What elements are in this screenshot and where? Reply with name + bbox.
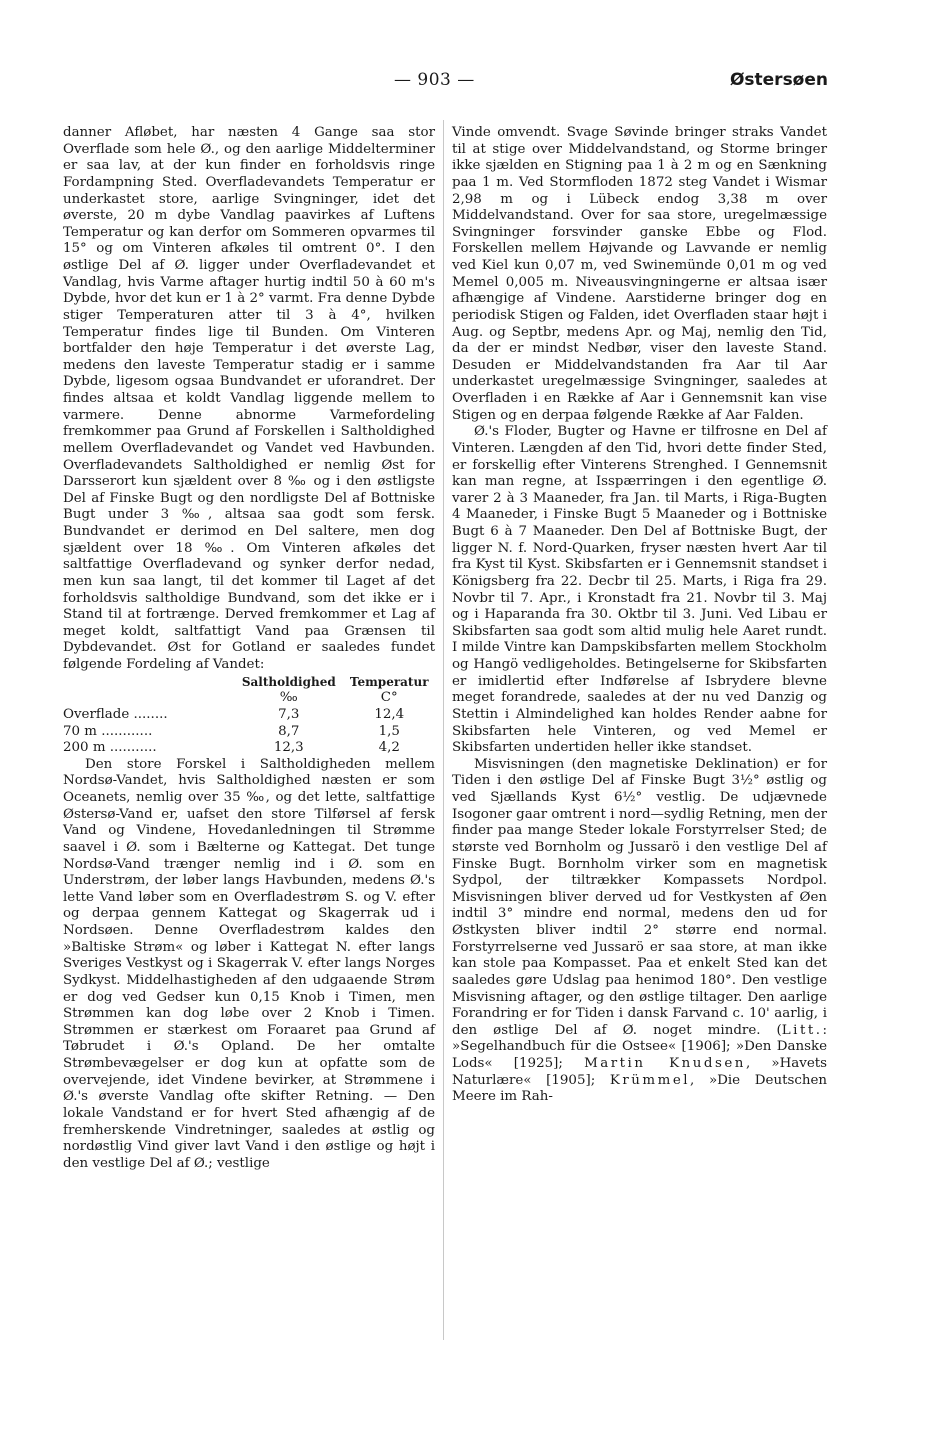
temperature-header: Temperatur [349,674,429,689]
left-paragraph-1: danner Afløbet, har næsten 4 Gange saa stor Overflade som hele Ø., og den aarlige Middelterminer er saa lav, at der kun finder en forholdsvis ringe Fordampning Sted. Overfladevandets Temperatur er underkastet store, aarlige Svingninger, idet det øverste, 20 m dybe Vandlag paavirkes af Luftens Temperatur og kan derfor om Sommeren opvarmes til 15° og om Vinteren afkøles til omtrent 0°. I den østlige Del af Ø. ligger under Overfladevandet et Vandlag, hvis Varme aftager hurtig indtil 50 à 60 m's Dybde, hvor det kun er 1 à 2° varmt. Fra denne Dybde stiger Temperaturen atter til 3 à 4°, hvilken Temperatur findes lige til Bunden. Om Vinteren bortfalder den høje Temperatur i det øverste Lag, medens den laveste Temperatur stadig er i samme Dybde, ligesom ogsaa Bundvandet er uforandret. Der findes altsaa et koldt Vandlag liggende mellem to varmere. Denne abnorme Varmefordeling fremkommer paa Grund af Forskellen i Saltholdighed mellem Overfladevandet og Vandet ved Havbunden. Overfladevandets Saltholdighed er nemlig Øst for Darsserort kun sjældent over 8 ‰ og i den østligste Del af Finske Bugt og den nordligste Del af Bottniske Bugt under 3 ‰, altsaa saa godt som fersk. Bundvandet er derimod en Del saltere, men dog sjældent over 18 ‰. Om Vinteren afkøles det saltfattige Overfladevand og synker derfor nedad, men kun saa langt, til det kommer til Laget af det forholdsvis saltholdige Bundvand, som det ikke er i Stand til at fortrænge. Derved fremkommer et Lag af meget koldt, saltfattigt Vand paa Grænsen til Dybdevandet. Øst for Gotland er saaledes fundet følgende Fordeling af Vandet: [63,125,435,672]
salinity-value: 7,3 [278,706,300,722]
right-paragraph-2: Ø.'s Floder, Bugter og Havne er tilfrosne en Del af Vinteren. Længden af den Tid, hvori dette finder Sted, er forskellig efter Vinterens Strenghed. I Gennemsnit kan man regne, at Isspærringen i den egentlige Ø. varer 2 à 3 Maaneder, fra Jan. til Marts, i Riga-Bugten 4 Maaneder, i Finske Bugt 5 Maaneder og i Bottniske Bugt 6 à 7 Maaneder. Den Del af Bottniske Bugt, der ligger N. f. Nord-Quarken, fryser næsten hvert Aar til fra Kyst til Kyst. Skibsfarten er i Gennemsnit standset i Königsberg fra 22. Decbr til 25. Marts, i Riga fra 29. Novbr til 7. Apr., i Kronstadt fra 21. Novbr til 3. Maj og i Haparanda fra 30. Oktbr til 3. Juni. Ved Libau er Skibsfarten saa godt som altid mulig hele Aaret rundt. I milde Vintre kan Dampskibsfarten mellem Stockholm og Hangö vedligeholdes. Betingelserne for Skibsfarten er imidlertid efter Indførelse af Isbrydere blevne meget forandrede, saaledes at der nu ved Danzig og Stettin i Almindelighed kan holdes Render aabne for Skibsfarten hele Vinteren, og ved Memel er Skibsfarten undertiden heller ikke standset. [452,424,827,756]
author-kruemmel: Krümmel [609,1072,691,1088]
salinity-value: 8,7 [278,723,300,739]
salinity-table [63,674,435,757]
running-title: Østersøen [729,70,828,90]
column-divider [443,120,444,1340]
literature-text-2: , »Havets Naturlære« [1905]; [452,1056,828,1088]
temperature-value: 1,5 [378,723,400,739]
salinity-value: 12,3 [273,740,304,756]
left-column [63,125,435,1172]
depth-label: 70 m ............ [63,723,153,739]
temperature-value: 12,4 [374,706,405,722]
literature-text-3: , »Die Deutschen Meere im Rah- [452,1072,827,1105]
temperature-unit: C° [380,690,398,706]
table-row [63,707,435,724]
salinity-unit: ‰ [279,690,298,706]
page-number: — 903 — [394,70,475,90]
right-column [452,125,827,1106]
salinity-header: Saltholdighed [241,674,336,689]
literature-text-1: : »Segelhandbuch für die Ostsee« [1906]; »Den Danske Lods« [1925]; [452,1022,827,1071]
left-paragraph-2: Den store Forskel i Saltholdigheden mellem Nordsø-Vandet, hvis Saltholdighed næsten er som Oceanets, nemlig over 35 ‰, og det lette, saltfattige Østersø-Vand er, uafset den store Tilførsel af fersk Vand og Vindene, Hovedanledningen til Strømme saavel i Ø. som i Bælterne og Kattegat. Det tunge Nordsø-Vand trænger nemlig ind i Ø. som en Understrøm, der løber langs Havbunden, medens Ø.'s lette Vand løber som en Overfladestrøm S. og V. efter og derpaa gennem Kattegat og Skagerrak ud i Nordsøen. Denne Overfladestrøm kaldes den »Baltiske Strøm« og løber i Kattegat N. efter langs Sveriges Vestkyst og i Skagerrak V. efter langs Norges Sydkyst. Middelhastigheden af den udgaaende Strøm er dog ved Gedser kun 0,15 Knob i Timen, men Strømmen kan dog løbe over 2 Knob i Timen. Strømmen er stærkest om Foraaret paa Grund af Tøbrudet i Ø.'s Opland. De her omtalte Strømbevægelser er dog kun at opfatte som de overvejende, idet Vindene bevirker, at Strømmene i Ø.'s øverste Vandlag ofte skifter Retning. — Den lokale Vandstand er for hvert Sted afhængig af de fremherskende Vindretninger, saaledes at østlig og nordøstlig Vind giver lavt Vand i den østlige og højt i den vestlige Del af Ø.; vestlige [63,756,435,1171]
temperature-value: 4,2 [378,740,400,756]
table-row [63,740,435,757]
literature-label: Litt. [781,1022,823,1038]
right-paragraph-3 [452,757,827,1106]
table-row [63,724,435,741]
depth-label: 200 m ........... [63,740,157,756]
page-header [62,70,828,96]
right-paragraph-1: Vinde omvendt. Svage Søvinde bringer straks Vandet til at stige over Middelvandstand, og Storme bringer ikke sjælden en Stigning paa 1 à 2 m og en Sænkning paa 1 m. Ved Stormfloden 1872 steg Vandet i Wismar 2,98 m og i Lübeck endog 3,38 m over Middelvandstand. Over for saa store, uregelmæssige Svingninger forsvinder ganske Ebbe og Flod. Forskellen mellem Højvande og Lavvande er nemlig ved Kiel kun 0,07 m, ved Swinemünde 0,01 m og ved Memel 0,005 m. Niveausvingningerne er altsaa især afhængige af Vindene. Aarstiderne bringer dog en periodisk Stigen og Falden, idet Overfladen staar højt i Aug. og Septbr, medens Apr. og Maj, nemlig den Tid, da der er mindst Nedbør, viser den laveste Stand. Desuden er Middelvandstanden fra Aar til Aar underkastet uregelmæssige Svingninger, saaledes at Overfladen i en Række af Aar i Gennemsnit kan vise Stigen og en derpaa følgende Række af Aar Falden. [452,125,827,423]
depth-label: Overflade ........ [63,706,168,722]
author-knudsen: Martin Knudsen [584,1056,746,1071]
misvisning-text: Misvisningen (den magnetiske Deklination) er for Tiden i den østlige Del af Finske Bugt 3½° østlig og ved Sjællands Kyst 6½° vestlig. De udjævnede Isogoner gaar omtrent i nord—sydlig Retning, men der finder paa mange Steder lokale Forstyrrelser Sted; de største ved Bornholm og Jussarö i den vestlige Del af Finske Bugt. Bornholm virker som en magnetisk Sydpol, der tiltrækker Kompassets Nordpol. Misvisningen bliver derved ud for Vestkysten af Øen indtil 3° mindre end normal, medens den ud for Østkysten bliver indtil 2° større end normal. Forstyrrelserne ved Jussarö er saa store, at man ikke kan stole paa Kompasset. Paa et enkelt Sted kan det saaledes gøre Udslag paa henimod 180°. Den vestlige Misvisning aftager, og den østlige tiltager. Den aarlige Forandring er for Tiden i dansk Farvand c. 10' aarlig, i den østlige Del af Ø. noget mindre. ( [452,756,827,1038]
